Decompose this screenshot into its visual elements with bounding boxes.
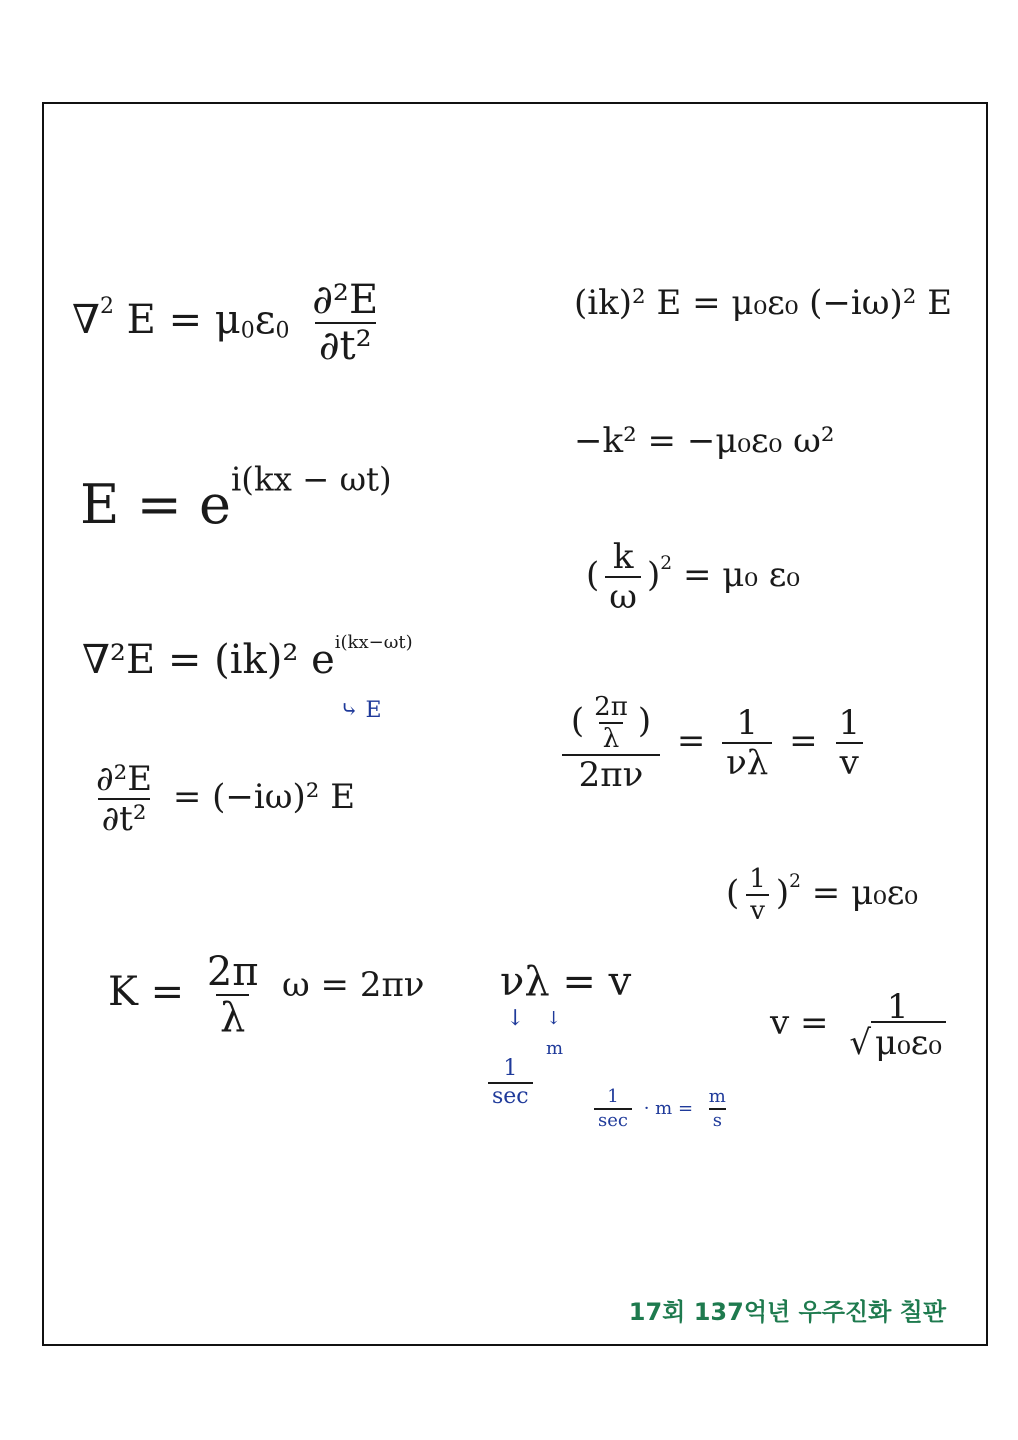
equation-k-over-omega: ( $\frac{k}{\omega}$ )$^2$ = μ₀ ε₀ (586, 537, 801, 617)
nu-unit: $\frac{1}{\sec}$ (482, 1058, 539, 1108)
equation-wave-speed: νλ = v (500, 959, 632, 1005)
equation-dispersion: −k² = −μ₀ε₀ ω² (574, 421, 835, 461)
equation-speed-of-light: v = 1 √ μ₀ε₀ (770, 990, 956, 1060)
arrow-nu-annotation: ↓ (506, 1006, 525, 1031)
arrow-lambda-annotation: ↓ (546, 1008, 562, 1029)
equation-wavenumber: K = $\frac{2\pi}{\lambda}$ (108, 949, 259, 1041)
equation-angular-frequency: ω = 2πν (282, 965, 425, 1005)
equation-plane-wave: $E = e^{i(kx - \omega t)}$ (80, 460, 392, 536)
equation-substituted: (ik)² E = μ₀ε₀ (−iω)² E (574, 283, 953, 323)
equation-laplacian-plane-wave: ∇²E = (ik)² $e^{i(kx-\omega t)}$ (82, 631, 413, 683)
unit-derivation: $\frac{1}{\sec}$ · m = $\frac{m}{s}$ (588, 1088, 736, 1130)
equation-wave-equation: ∇$^2$ $E = \mu_0\varepsilon_0$ $\frac{\text{∂²E}}{\text{∂t²}}$ (72, 277, 379, 369)
equation-time-derivative: $\frac{\text{∂²E}}{\text{∂t²}}$ = (−iω)² E (96, 759, 356, 839)
lambda-unit: m (546, 1038, 564, 1059)
annotation-e: ⤷ E (340, 698, 382, 723)
equation-ratio-chain: ( $\frac{2\pi}{\lambda}$ ) 2πν = $\frac{1}{\nu\lambda}$ = $\frac{1}{v}$ (556, 694, 870, 792)
footer-caption: 17회 137억년 우주진화 칠판 (628, 1298, 946, 1326)
equation-one-over-v-squared: ( $\frac{1}{v}$ )$^2$ = μ₀ε₀ (726, 864, 919, 926)
